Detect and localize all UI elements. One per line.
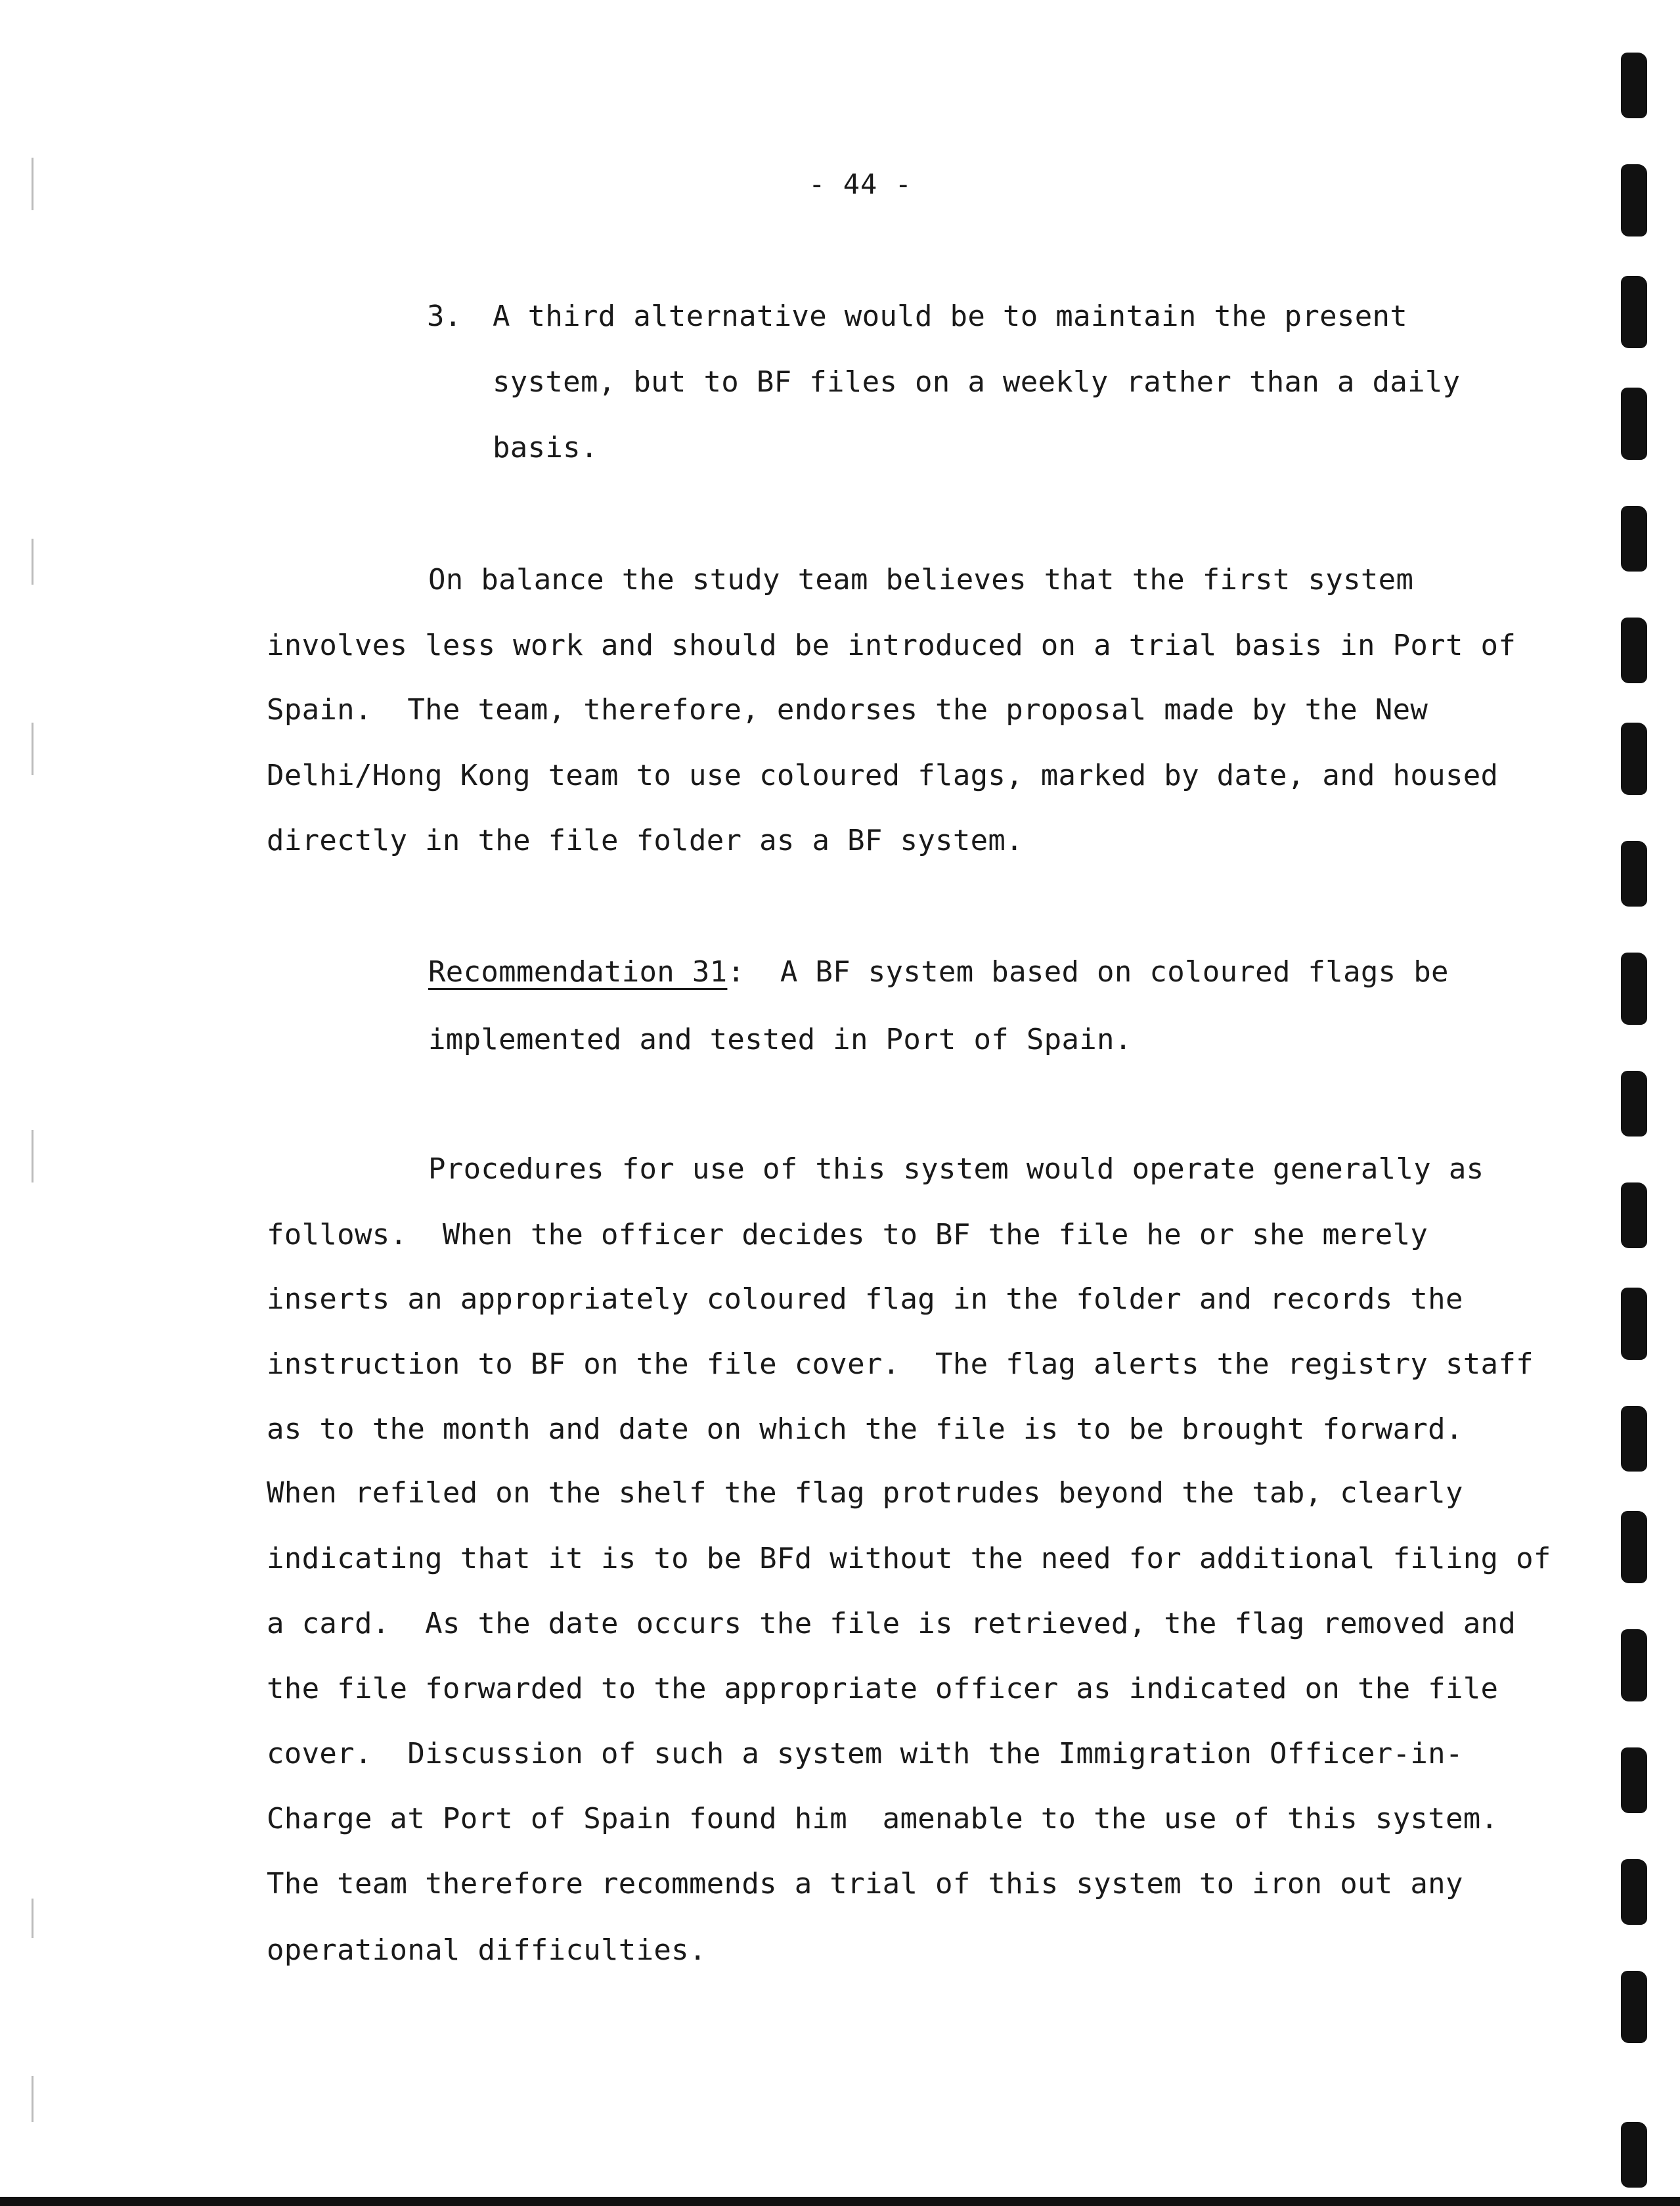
binding-mark (1621, 618, 1647, 683)
scan-speck (32, 158, 33, 210)
para-1-line-1: On balance the study team believes that the first system (428, 563, 1414, 597)
binding-mark (1621, 723, 1647, 795)
scan-speck (32, 2076, 33, 2122)
para-2-line-8: a card. As the date occurs the file is retrieved, the flag removed and (267, 1607, 1516, 1640)
scan-speck (32, 1899, 33, 1938)
binding-mark (1621, 506, 1647, 572)
item-3-line-2: system, but to BF files on a weekly rather than a daily (493, 365, 1461, 399)
recommendation-line-1 (428, 953, 1449, 992)
scan-bottom-edge (0, 2197, 1680, 2206)
binding-mark (1621, 388, 1647, 460)
para-2-line-10: cover. Discussion of such a system with the Immigration Officer-in- (267, 1737, 1463, 1770)
item-3-number: 3. (427, 300, 462, 333)
para-2-line-3: inserts an appropriately coloured flag in the folder and records the (267, 1282, 1463, 1316)
item-3-line-3: basis. (493, 431, 598, 464)
para-1-line-5: directly in the file folder as a BF system. (267, 824, 1023, 857)
para-1-line-2: involves less work and should be introduced on a trial basis in Port of (267, 629, 1516, 662)
para-2-line-9: the file forwarded to the appropriate officer as indicated on the file (267, 1672, 1499, 1705)
binding-mark (1621, 276, 1647, 348)
item-3-line-1: A third alternative would be to maintain the present (493, 300, 1408, 333)
para-2-line-2: follows. When the officer decides to BF the file he or she merely (267, 1218, 1428, 1251)
binding-mark (1621, 1971, 1647, 2043)
para-2-line-12: The team therefore recommends a trial of this system to iron out any (267, 1867, 1463, 1901)
binding-mark (1621, 1071, 1647, 1137)
para-2-line-4: instruction to BF on the file cover. The flag alerts the registry staff (267, 1347, 1534, 1381)
binding-mark (1621, 1747, 1647, 1813)
binding-mark (1621, 1406, 1647, 1472)
para-2-line-1: Procedures for use of this system would operate generally as (428, 1152, 1484, 1186)
recommendation-label: Recommendation 31 (428, 955, 728, 989)
binding-mark (1621, 1511, 1647, 1583)
binding-mark (1621, 953, 1647, 1025)
para-1-line-3: Spain. The team, therefore, endorses the proposal made by the New (267, 693, 1428, 727)
recommendation-line-2: implemented and tested in Port of Spain. (428, 1023, 1132, 1056)
binding-mark (1621, 53, 1647, 118)
page-number: - 44 - (808, 168, 912, 200)
recommendation-colon: : (727, 955, 745, 989)
recommendation-text: A BF system based on coloured flags be (745, 955, 1449, 989)
scan-speck (32, 539, 33, 585)
binding-mark (1621, 841, 1647, 907)
binding-mark (1621, 1182, 1647, 1248)
binding-mark (1621, 1288, 1647, 1360)
para-1-line-4: Delhi/Hong Kong team to use coloured flags, marked by date, and housed (267, 759, 1499, 792)
binding-mark (1621, 1859, 1647, 1925)
binding-mark (1621, 164, 1647, 236)
binding-mark (1621, 2122, 1647, 2188)
scan-speck (32, 723, 33, 775)
binding-mark (1621, 1629, 1647, 1701)
para-2-line-13: operational difficulties. (267, 1933, 707, 1967)
scan-speck (32, 1130, 33, 1182)
para-2-line-11: Charge at Port of Spain found him amenable to the use of this system. (267, 1802, 1499, 1835)
para-2-line-5: as to the month and date on which the file is to be brought forward. (267, 1412, 1463, 1446)
para-2-line-6: When refiled on the shelf the flag protrudes beyond the tab, clearly (267, 1476, 1463, 1510)
para-2-line-7: indicating that it is to be BFd without the need for additional filing of (267, 1542, 1551, 1575)
